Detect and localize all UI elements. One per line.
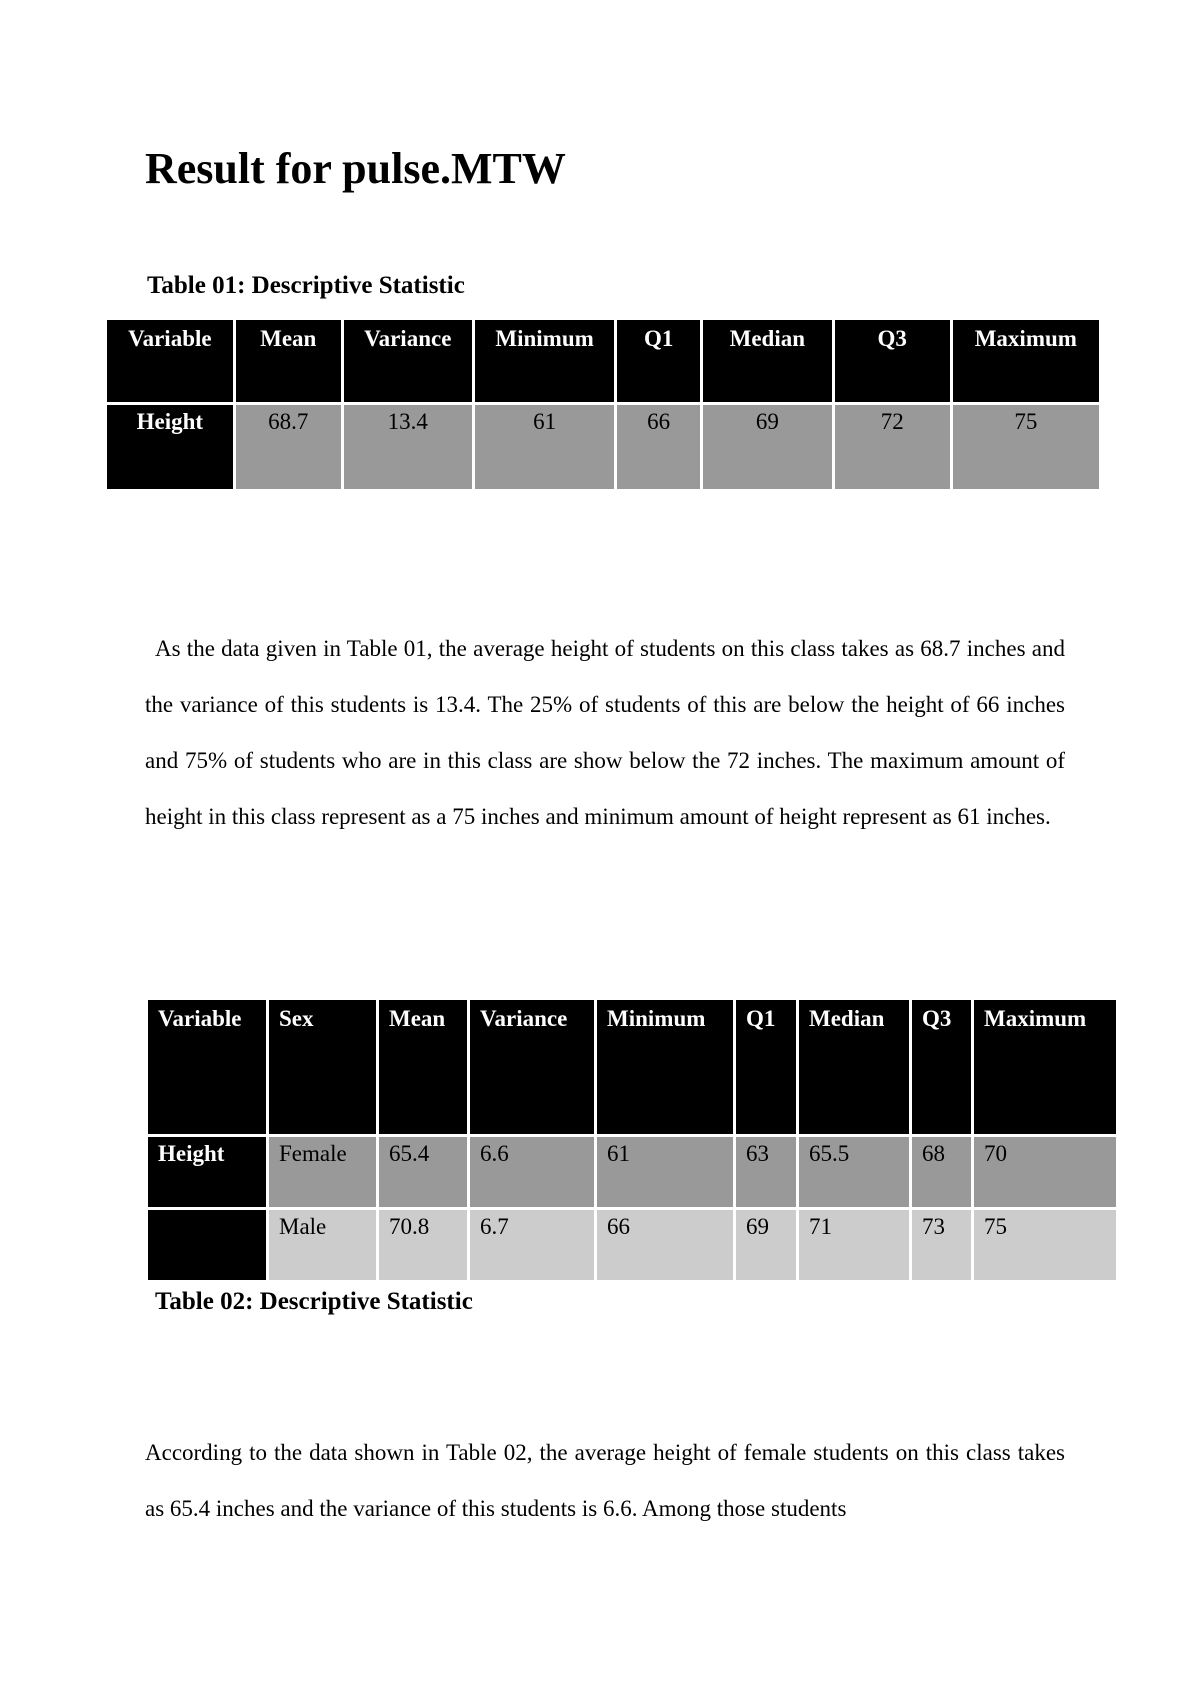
table-02-header-q1: Q1 — [736, 1000, 796, 1134]
table-02-header-median: Median — [799, 1000, 909, 1134]
page-title: Result for pulse.MTW — [145, 144, 566, 193]
table-02-cell-maximum: 75 — [974, 1210, 1116, 1280]
table-01-cell-median: 69 — [703, 405, 832, 489]
table-01-row-variable: Height — [107, 405, 233, 489]
table-02-cell-minimum: 61 — [597, 1137, 733, 1207]
table-01-cell-q3: 72 — [835, 405, 950, 489]
table-02-row-variable-empty — [148, 1210, 266, 1280]
table-02-cell-variance: 6.6 — [470, 1137, 594, 1207]
table-02-cell-q1: 63 — [736, 1137, 796, 1207]
table-02-cell-q3: 73 — [912, 1210, 971, 1280]
table-02-cell-variance: 6.7 — [470, 1210, 594, 1280]
table-02-cell-mean: 70.8 — [379, 1210, 467, 1280]
table-02-cell-maximum: 70 — [974, 1137, 1116, 1207]
table-02-cell-minimum: 66 — [597, 1210, 733, 1280]
table-02-header-mean: Mean — [379, 1000, 467, 1134]
table-row — [148, 1210, 1116, 1280]
table-01-header-row — [107, 320, 1099, 402]
table-row — [148, 1137, 1116, 1207]
table-02-header-maximum: Maximum — [974, 1000, 1116, 1134]
table-02-cell-q3: 68 — [912, 1137, 971, 1207]
table-02-cell-median: 65.5 — [799, 1137, 909, 1207]
table-01 — [104, 317, 1102, 492]
table-02-header-row — [148, 1000, 1116, 1134]
table-02-header-minimum: Minimum — [597, 1000, 733, 1134]
table-row — [107, 405, 1099, 489]
table-01-cell-q1: 66 — [617, 405, 699, 489]
paragraph-table-02-summary: According to the data shown in Table 02, the average height of female students on this class takes as 65.4 inches and the variance of this students is 6.6. Among those students — [145, 1440, 1065, 1521]
table-01-cell-minimum: 61 — [475, 405, 615, 489]
table-01-header-q3: Q3 — [835, 320, 950, 402]
table-01-header-maximum: Maximum — [953, 320, 1099, 402]
table-01-header-variance: Variance — [344, 320, 472, 402]
table-02-caption: Table 02: Descriptive Statistic — [155, 1288, 473, 1315]
table-02-cell-median: 71 — [799, 1210, 909, 1280]
table-02 — [145, 997, 1119, 1283]
table-02-header-sex: Sex — [269, 1000, 376, 1134]
table-02-header-variance: Variance — [470, 1000, 594, 1134]
table-01-cell-variance: 13.4 — [344, 405, 472, 489]
table-02-cell-sex: Female — [269, 1137, 376, 1207]
table-02-row-variable: Height — [148, 1137, 266, 1207]
table-01-header-variable: Variable — [107, 320, 233, 402]
table-02-cell-mean: 65.4 — [379, 1137, 467, 1207]
table-01-header-mean: Mean — [236, 320, 341, 402]
table-01-header-median: Median — [703, 320, 832, 402]
table-02-cell-q1: 69 — [736, 1210, 796, 1280]
table-01-caption: Table 01: Descriptive Statistic — [147, 272, 465, 299]
paragraph-table-01-summary: As the data given in Table 01, the average height of students on this class takes as 68.7 inches and the variance of this students is 13.4. The 25% of students of this are below the height of 66 inches and 75% of students who are in this class are show below the 72 inches. The maximum amount of height in this class represent as a 75 inches and minimum amount of height represent as 61 inches. — [145, 636, 1065, 829]
table-01-header-q1: Q1 — [617, 320, 699, 402]
table-02-cell-sex: Male — [269, 1210, 376, 1280]
table-02-header-q3: Q3 — [912, 1000, 971, 1134]
table-02-header-variable: Variable — [148, 1000, 266, 1134]
table-01-cell-maximum: 75 — [953, 405, 1099, 489]
table-01-header-minimum: Minimum — [475, 320, 615, 402]
table-01-cell-mean: 68.7 — [236, 405, 341, 489]
